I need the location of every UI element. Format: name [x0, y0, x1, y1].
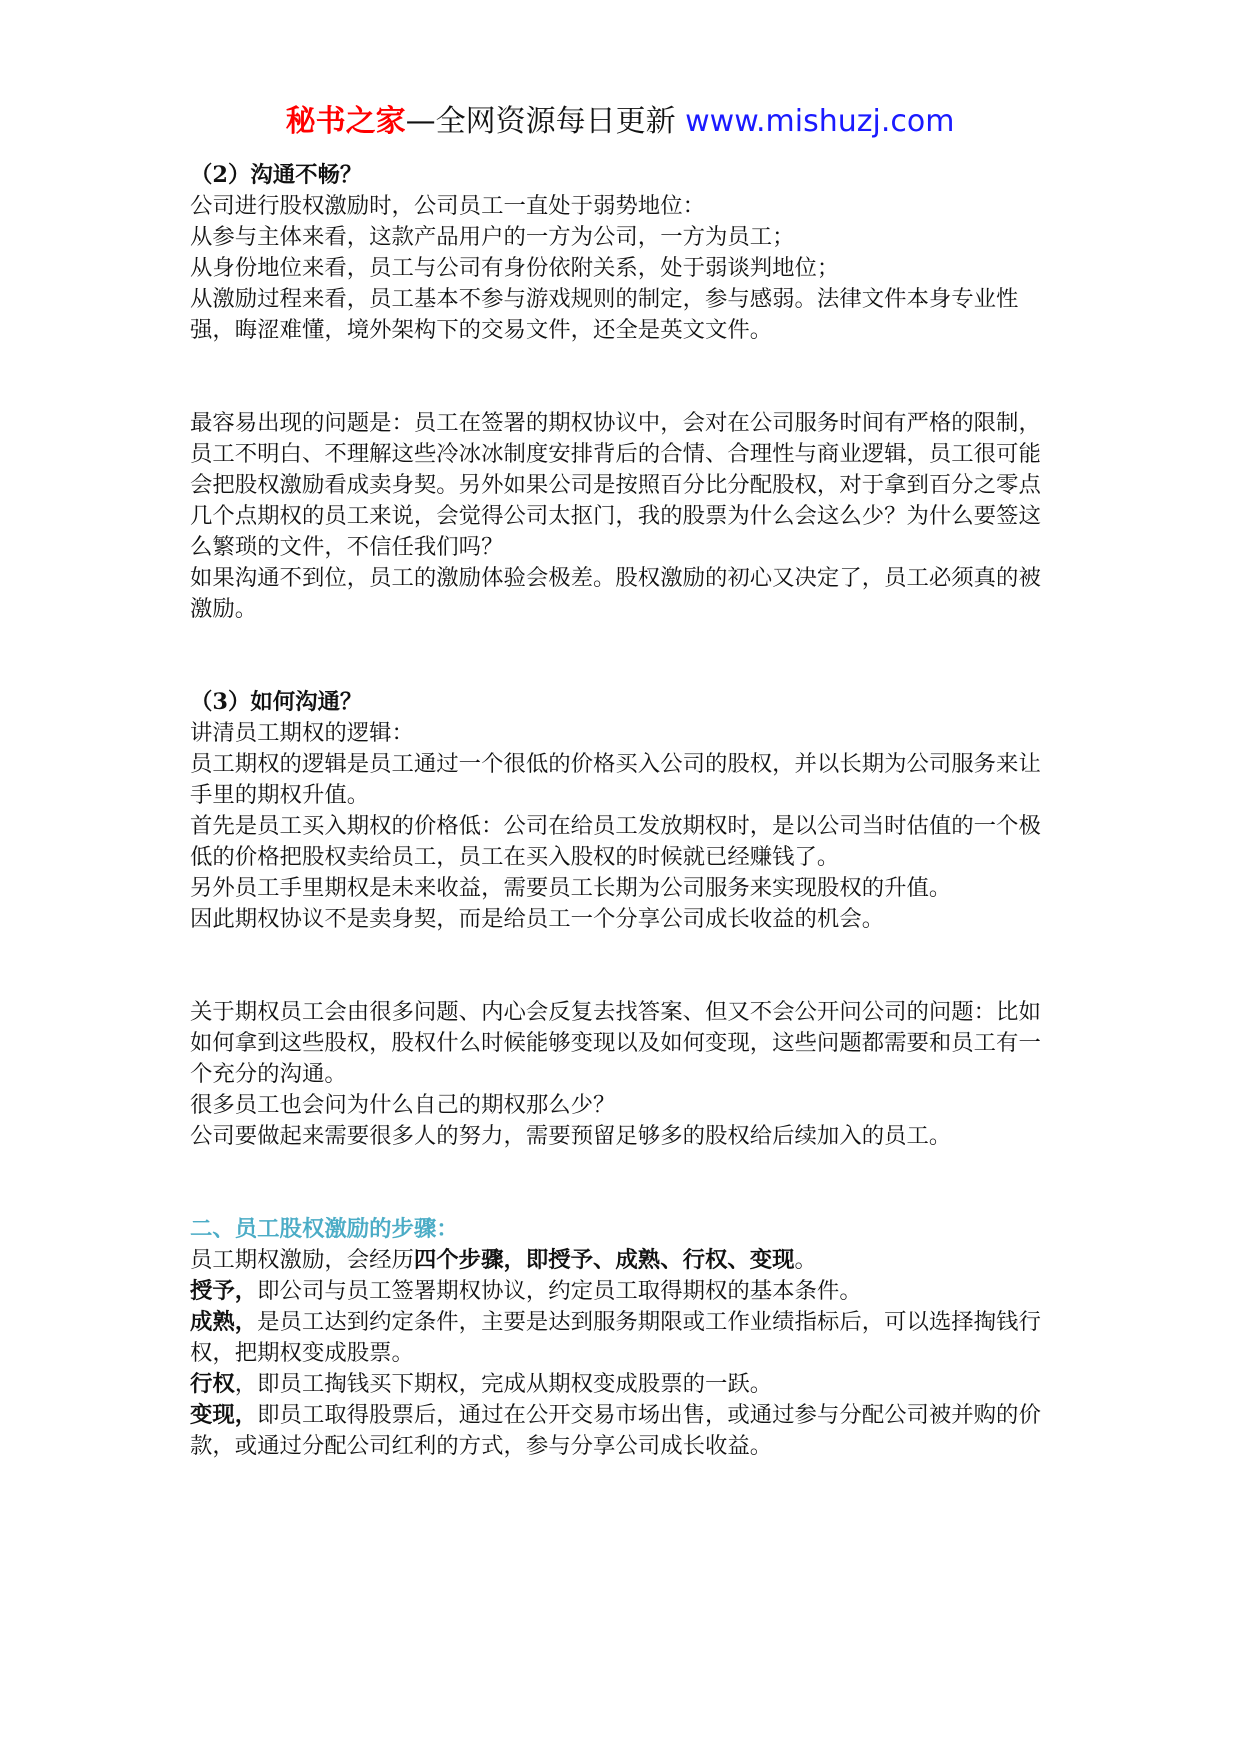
paragraph: 从参与主体来看，这款产品用户的一方为公司，一方为员工；: [190, 224, 795, 250]
spacer: [190, 935, 1050, 997]
paragraph: 关于期权员工会由很多问题、内心会反复去找答案、但又不会公开问公司的问题：比如如何拿到这些股权，股权什么时候能够变现以及如何变现，这些问题都需要和员工有一个充分的沟通。: [190, 999, 1041, 1087]
step-grant: [190, 1276, 1050, 1307]
step-exercise: [190, 1369, 1050, 1400]
spacer: [190, 1152, 1050, 1214]
paragraph: 最容易出现的问题是：员工在签署的期权协议中，会对在公司服务时间有严格的限制，员工不明白、不理解这些冷冰冰制度安排背后的合情、合理性与商业逻辑，员工很可能会把股权激励看成卖身契。另外如果公司是按照百分比分配股权，对于拿到百分之零点几个点期权的员工来说，会觉得公司太抠门，我的股票为什么会这么少？为什么要签这么繁琐的文件，不信任我们吗？: [190, 410, 1041, 560]
brand-name: 秘书之家: [285, 104, 406, 139]
step-term: 授予，: [190, 1278, 258, 1304]
spacer: [190, 625, 1050, 687]
paragraph: 从身份地位来看，员工与公司有身份依附关系，处于弱谈判地位；: [190, 255, 840, 281]
text-run-bold: 四个步骤，即授予、成熟、行权、变现: [413, 1247, 795, 1273]
section-heading-incentive-steps: 二、员工股权激励的步骤：: [190, 1216, 459, 1242]
text-run: 员工期权激励，会经历: [190, 1247, 414, 1273]
step-vest: [190, 1307, 1050, 1369]
step-term: 变现，: [190, 1402, 258, 1428]
paragraph: 如果沟通不到位，员工的激励体验会极差。股权激励的初心又决定了，员工必须真的被激励。: [190, 565, 1041, 622]
paragraph: 公司进行股权激励时，公司员工一直处于弱势地位：: [190, 193, 705, 219]
document-body: [190, 160, 1050, 1462]
section-heading-communication-issues: （2）沟通不畅？: [190, 162, 363, 188]
site-header: [0, 100, 1240, 144]
paragraph: 公司要做起来需要很多人的努力，需要预留足够多的股权给后续加入的员工。: [190, 1123, 952, 1149]
step-text: 是员工达到约定条件，主要是达到服务期限或工作业绩指标后，可以选择掏钱行权，把期权变成股票。: [190, 1309, 1041, 1366]
paragraph: 另外员工手里期权是未来收益，需要员工长期为公司服务来实现股权的升值。: [190, 875, 952, 901]
step-term: 成熟，: [190, 1309, 258, 1335]
step-text: 即公司与员工签署期权协议，约定员工取得期权的基本条件。: [257, 1278, 862, 1304]
step-cash-out: [190, 1400, 1050, 1462]
section-heading-how-to-communicate: （3）如何沟通？: [190, 689, 363, 715]
paragraph: 讲清员工期权的逻辑：: [190, 720, 414, 746]
steps-intro: [190, 1245, 1050, 1276]
site-url-link[interactable]: www.mishuzj.com: [685, 104, 955, 139]
step-term: 行权: [190, 1371, 235, 1397]
spacer: [190, 346, 1050, 408]
text-run: 。: [794, 1247, 817, 1273]
paragraph: 因此期权协议不是卖身契，而是给员工一个分享公司成长收益的机会。: [190, 906, 885, 932]
step-text: ，即员工掏钱买下期权，完成从期权变成股票的一跃。: [234, 1371, 773, 1397]
paragraph: 很多员工也会问为什么自己的期权那么少？: [190, 1092, 616, 1118]
header-slogan: —全网资源每日更新: [405, 104, 676, 139]
step-text: 即员工取得股票后，通过在公开交易市场出售，或通过参与分配公司被并购的价款，或通过分配公司红利的方式，参与分享公司成长收益。: [190, 1402, 1041, 1459]
paragraph: 员工期权的逻辑是员工通过一个很低的价格买入公司的股权，并以长期为公司服务来让手里的期权升值。: [190, 751, 1041, 808]
paragraph: 从激励过程来看，员工基本不参与游戏规则的制定，参与感弱。法律文件本身专业性强，晦涩难懂，境外架构下的交易文件，还全是英文文件。: [190, 286, 1019, 343]
paragraph: 首先是员工买入期权的价格低：公司在给员工发放期权时，是以公司当时估值的一个极低的价格把股权卖给员工，员工在买入股权的时候就已经赚钱了。: [190, 813, 1041, 870]
